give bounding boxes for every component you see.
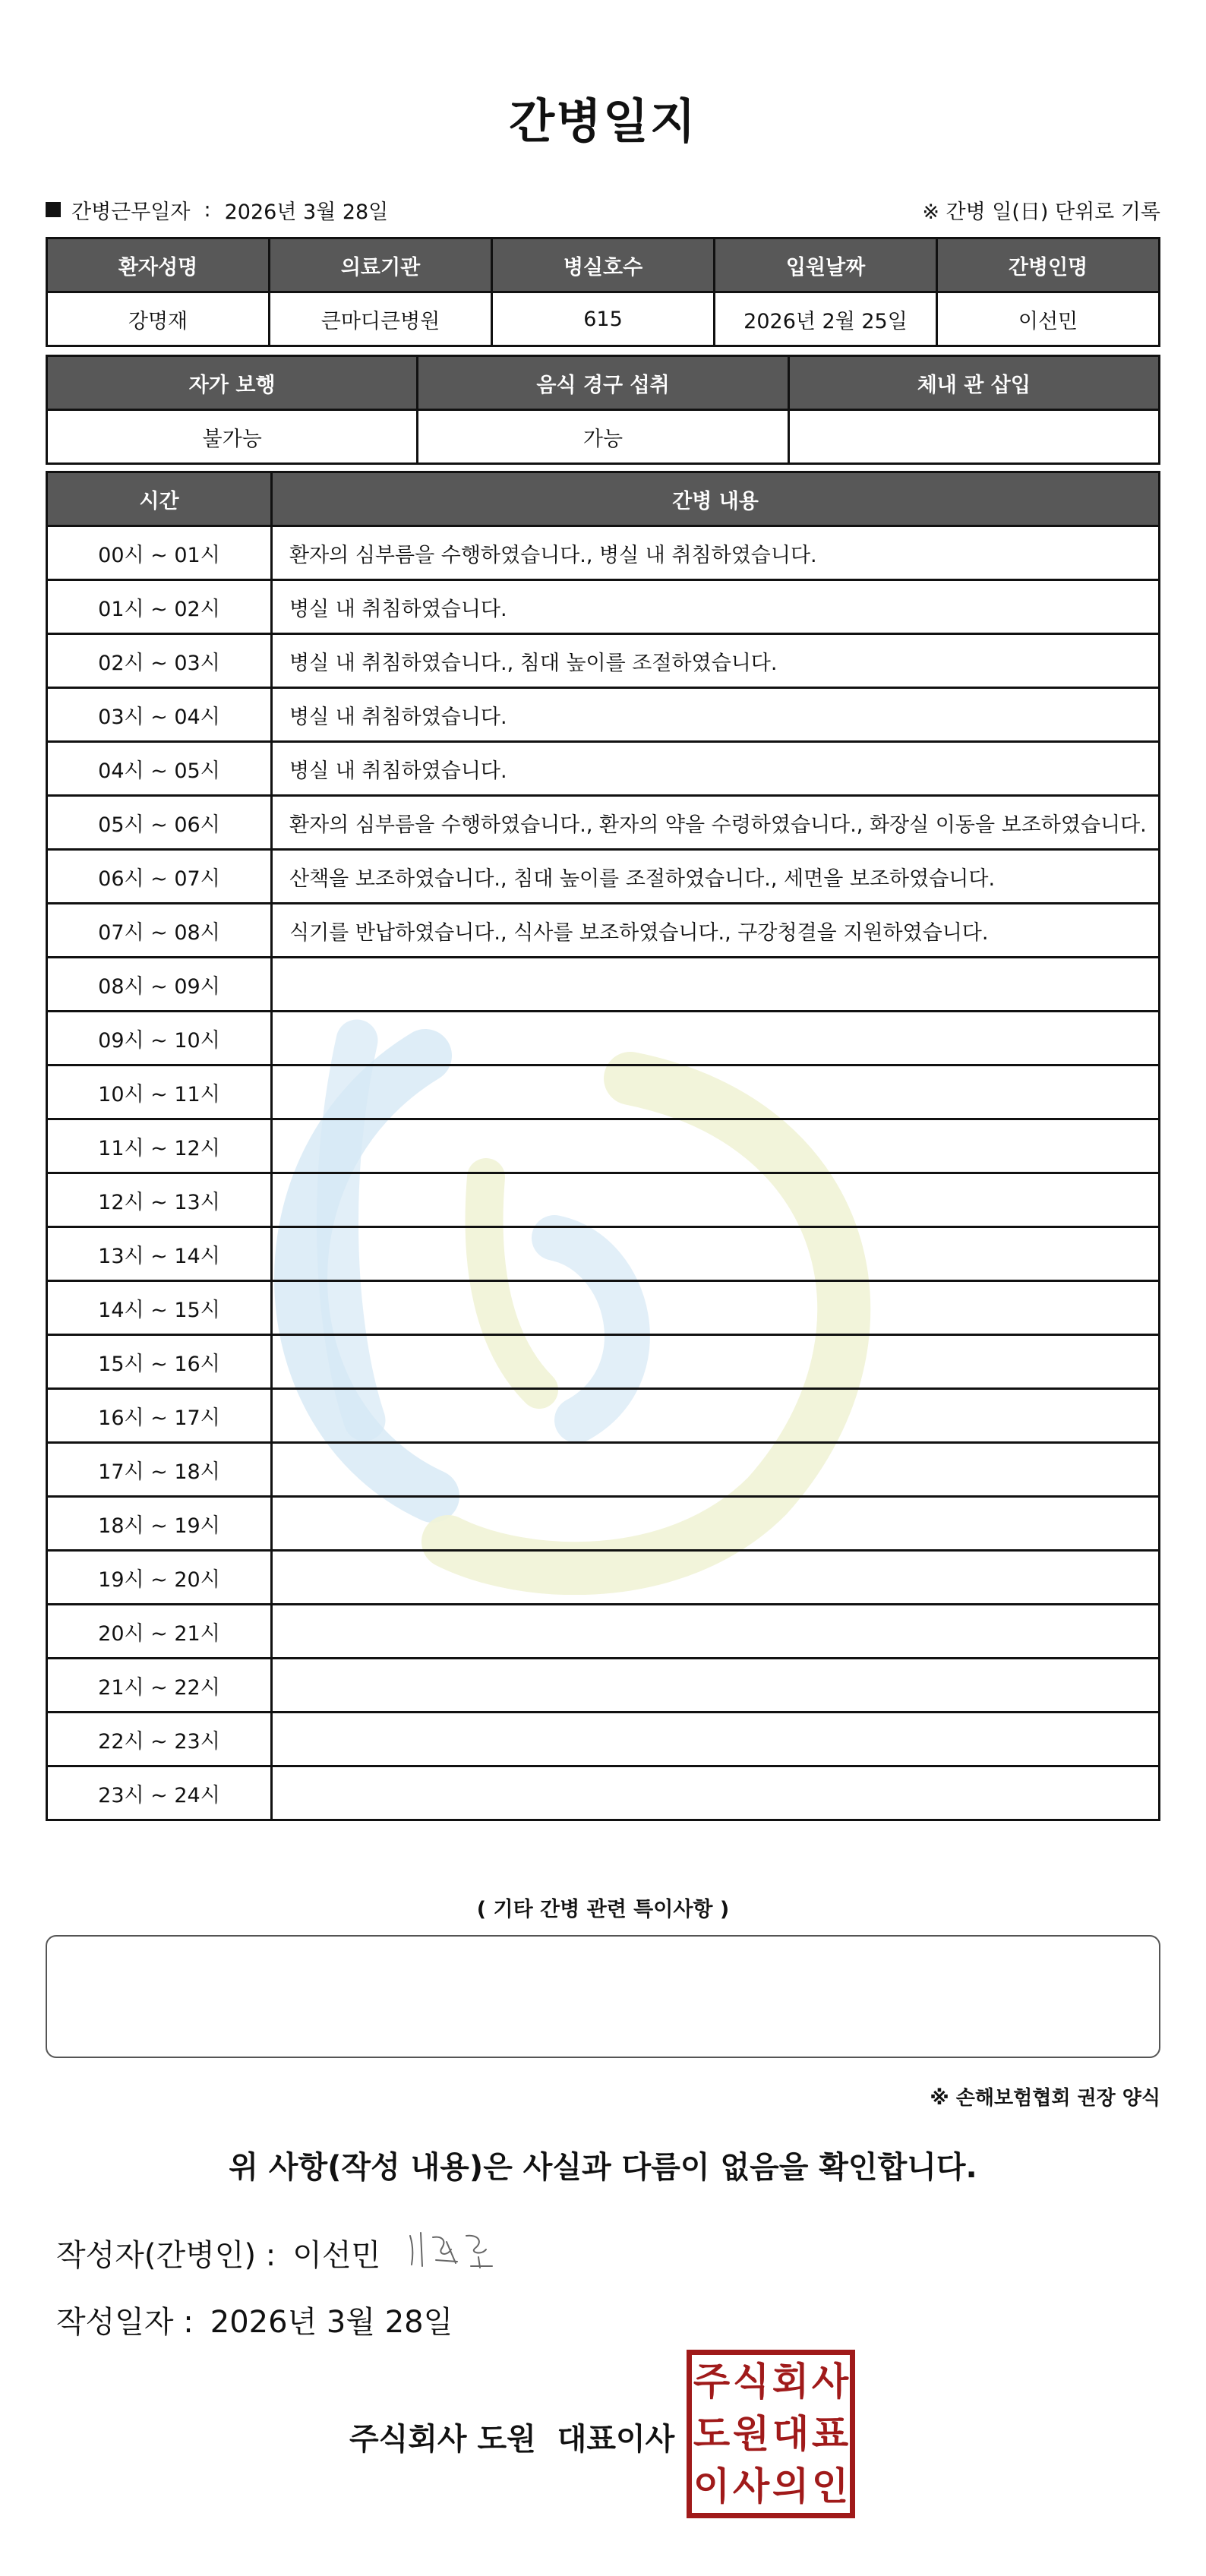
care-content-cell: 병실 내 취침하였습니다. bbox=[272, 742, 1160, 796]
time-cell: 14시 ~ 15시 bbox=[47, 1281, 272, 1335]
care-content-cell: 산책을 보조하였습니다., 침대 높이를 조절하였습니다., 세면을 보조하였습니다. bbox=[272, 850, 1160, 904]
time-cell: 17시 ~ 18시 bbox=[47, 1443, 272, 1497]
meta-row bbox=[46, 194, 1160, 225]
care-content-cell bbox=[272, 1713, 1160, 1766]
confirm-statement: 위 사항(작성 내용)은 사실과 다름이 없음을 확인합니다. bbox=[229, 2150, 977, 2185]
table-row bbox=[47, 1551, 1160, 1605]
time-cell: 16시 ~ 17시 bbox=[47, 1389, 272, 1443]
time-cell: 06시 ~ 07시 bbox=[47, 850, 272, 904]
notes-box bbox=[46, 1935, 1160, 2058]
table-row bbox=[47, 1389, 1160, 1443]
table-row bbox=[47, 1497, 1160, 1551]
care-content-cell bbox=[272, 1389, 1160, 1443]
work-date-label: 간병근무일자 bbox=[71, 200, 191, 224]
seal-character: 표 bbox=[811, 2411, 849, 2456]
care-content-cell bbox=[272, 1281, 1160, 1335]
header-hospital: 의료기관 bbox=[270, 238, 492, 292]
time-cell: 08시 ~ 09시 bbox=[47, 958, 272, 1012]
time-cell: 12시 ~ 13시 bbox=[47, 1173, 272, 1227]
table-row bbox=[47, 1227, 1160, 1281]
company-line bbox=[349, 2415, 674, 2458]
seal-character: 이 bbox=[693, 2464, 731, 2509]
seal-character: 인 bbox=[811, 2464, 849, 2509]
care-content-cell bbox=[272, 1659, 1160, 1713]
ability-value-row bbox=[47, 410, 1160, 464]
signature-image bbox=[403, 2227, 509, 2272]
time-cell: 04시 ~ 05시 bbox=[47, 742, 272, 796]
writer-name: 이선민 bbox=[292, 2238, 381, 2273]
caregiver-name: 이선민 bbox=[937, 292, 1160, 346]
time-cell: 05시 ~ 06시 bbox=[47, 796, 272, 850]
table-row bbox=[47, 1335, 1160, 1389]
seal-character: 도 bbox=[693, 2411, 731, 2456]
write-date-label: 작성일자 : bbox=[56, 2305, 194, 2340]
header-room: 병실호수 bbox=[492, 238, 715, 292]
seal-character: 식 bbox=[732, 2359, 770, 2404]
patient-header-row bbox=[47, 238, 1160, 292]
header-admission-date: 입원날짜 bbox=[715, 238, 937, 292]
time-cell: 15시 ~ 16시 bbox=[47, 1335, 272, 1389]
tube-insertion-value bbox=[788, 410, 1159, 464]
square-bullet-icon bbox=[46, 202, 61, 217]
time-cell: 23시 ~ 24시 bbox=[47, 1766, 272, 1820]
seal-character: 사 bbox=[811, 2359, 849, 2404]
patient-name: 강명재 bbox=[47, 292, 270, 346]
care-content-cell bbox=[272, 1605, 1160, 1659]
time-cell: 22시 ~ 23시 bbox=[47, 1713, 272, 1766]
care-content-cell bbox=[272, 1551, 1160, 1605]
header-time: 시간 bbox=[47, 472, 272, 526]
care-content-cell: 병실 내 취침하였습니다. bbox=[272, 580, 1160, 634]
care-content-cell bbox=[272, 1227, 1160, 1281]
header-oral-intake: 음식 경구 섭취 bbox=[418, 356, 788, 410]
table-row bbox=[47, 1119, 1160, 1173]
time-cell: 00시 ~ 01시 bbox=[47, 526, 272, 580]
time-cell: 02시 ~ 03시 bbox=[47, 634, 272, 688]
header-care-content: 간병 내용 bbox=[272, 472, 1160, 526]
care-content-cell bbox=[272, 1443, 1160, 1497]
seal-character: 회 bbox=[772, 2359, 810, 2404]
notes-label: ( 기타 간병 관련 특이사항 ) bbox=[476, 1898, 730, 1921]
time-cell: 20시 ~ 21시 bbox=[47, 1605, 272, 1659]
table-row bbox=[47, 1713, 1160, 1766]
table-row bbox=[47, 742, 1160, 796]
time-cell: 07시 ~ 08시 bbox=[47, 904, 272, 958]
seal-character: 의 bbox=[772, 2464, 810, 2509]
notes-text bbox=[47, 1937, 1159, 1961]
time-cell: 01시 ~ 02시 bbox=[47, 580, 272, 634]
care-content-cell bbox=[272, 1173, 1160, 1227]
work-date bbox=[46, 195, 388, 225]
care-content-cell bbox=[272, 1335, 1160, 1389]
company-name: 주식회사 도원 bbox=[349, 2422, 536, 2457]
admission-date: 2026년 2월 25일 bbox=[715, 292, 937, 346]
page-title: 간병일지 bbox=[509, 93, 697, 149]
header-caregiver: 간병인명 bbox=[937, 238, 1160, 292]
record-unit-note: ※ 간병 일(日) 단위로 기록 bbox=[922, 200, 1160, 224]
table-row bbox=[47, 904, 1160, 958]
table-row bbox=[47, 526, 1160, 580]
hospital-name: 큰마디큰병원 bbox=[270, 292, 492, 346]
time-cell: 11시 ~ 12시 bbox=[47, 1119, 272, 1173]
table-row bbox=[47, 1443, 1160, 1497]
time-cell: 13시 ~ 14시 bbox=[47, 1227, 272, 1281]
care-content-cell bbox=[272, 1012, 1160, 1065]
time-cell: 09시 ~ 10시 bbox=[47, 1012, 272, 1065]
table-row bbox=[47, 1012, 1160, 1065]
care-content-cell bbox=[272, 1065, 1160, 1119]
table-row bbox=[47, 1605, 1160, 1659]
seal-character: 주 bbox=[693, 2359, 731, 2404]
writer-label: 작성자(간병인) : bbox=[56, 2238, 276, 2273]
care-content-cell: 식기를 반납하였습니다., 식사를 보조하였습니다., 구강청결을 지원하였습니다. bbox=[272, 904, 1160, 958]
seal-character: 사 bbox=[732, 2464, 770, 2509]
care-log-table bbox=[46, 471, 1160, 1821]
company-role: 대표이사 bbox=[557, 2422, 675, 2457]
header-patient-name: 환자성명 bbox=[47, 238, 270, 292]
time-cell: 10시 ~ 11시 bbox=[47, 1065, 272, 1119]
time-cell: 03시 ~ 04시 bbox=[47, 688, 272, 742]
seal-character: 대 bbox=[772, 2411, 810, 2456]
work-date-separator: : bbox=[204, 197, 211, 222]
ability-table bbox=[46, 355, 1160, 465]
care-content-cell: 환자의 심부름을 수행하였습니다., 병실 내 취침하였습니다. bbox=[272, 526, 1160, 580]
care-content-cell bbox=[272, 1119, 1160, 1173]
care-content-cell: 병실 내 취침하였습니다., 침대 높이를 조절하였습니다. bbox=[272, 634, 1160, 688]
time-cell: 21시 ~ 22시 bbox=[47, 1659, 272, 1713]
log-header-row bbox=[47, 472, 1160, 526]
time-cell: 19시 ~ 20시 bbox=[47, 1551, 272, 1605]
care-content-cell bbox=[272, 958, 1160, 1012]
recommend-note: ※ 손해보험협회 권장 양식 bbox=[930, 2087, 1160, 2110]
table-row bbox=[47, 1659, 1160, 1713]
table-row bbox=[47, 634, 1160, 688]
care-content-cell bbox=[272, 1497, 1160, 1551]
write-date-line bbox=[56, 2298, 453, 2341]
table-row bbox=[47, 1766, 1160, 1820]
oral-intake-value: 가능 bbox=[418, 410, 788, 464]
write-date-value: 2026년 3월 28일 bbox=[210, 2305, 453, 2340]
seal-character: 원 bbox=[732, 2411, 770, 2456]
table-row bbox=[47, 688, 1160, 742]
care-content-cell: 환자의 심부름을 수행하였습니다., 환자의 약을 수령하였습니다., 화장실 이동을 보조하였습니다. bbox=[272, 796, 1160, 850]
room-number: 615 bbox=[492, 292, 715, 346]
header-tube-insertion: 체내 관 삽입 bbox=[788, 356, 1159, 410]
work-date-value: 2026년 3월 28일 bbox=[224, 200, 389, 224]
table-row bbox=[47, 1173, 1160, 1227]
table-row bbox=[47, 1065, 1160, 1119]
patient-info-table bbox=[46, 237, 1160, 347]
self-walking-value: 불가능 bbox=[47, 410, 418, 464]
company-seal-stamp bbox=[687, 2350, 855, 2518]
ability-header-row bbox=[47, 356, 1160, 410]
patient-value-row bbox=[47, 292, 1160, 346]
header-self-walking: 자가 보행 bbox=[47, 356, 418, 410]
time-cell: 18시 ~ 19시 bbox=[47, 1497, 272, 1551]
table-row bbox=[47, 850, 1160, 904]
care-content-cell bbox=[272, 1766, 1160, 1820]
table-row bbox=[47, 958, 1160, 1012]
table-row bbox=[47, 796, 1160, 850]
table-row bbox=[47, 580, 1160, 634]
care-content-cell: 병실 내 취침하였습니다. bbox=[272, 688, 1160, 742]
table-row bbox=[47, 1281, 1160, 1335]
writer-line bbox=[56, 2231, 380, 2275]
